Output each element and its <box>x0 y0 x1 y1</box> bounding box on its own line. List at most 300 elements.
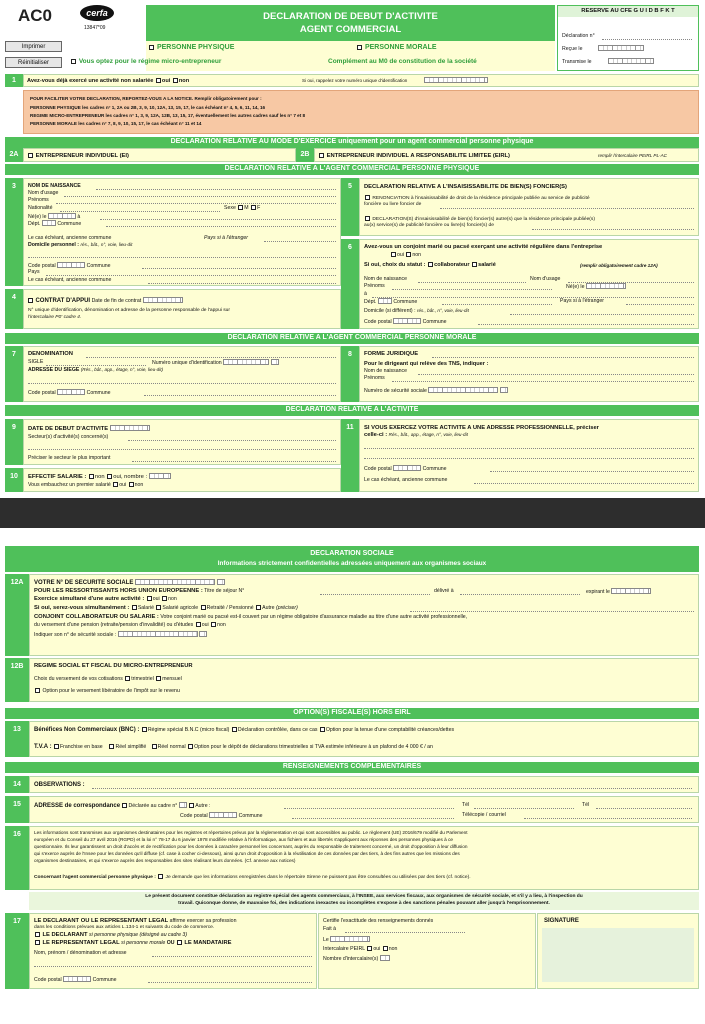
s17-nom: Nom, prénom / dénomination et adresse <box>34 950 127 956</box>
morale-checkbox[interactable] <box>357 45 362 50</box>
s15-cadre-field[interactable] <box>179 802 187 808</box>
option-morale[interactable] <box>356 45 437 52</box>
s8-forme: FORME JURIDIQUE <box>364 351 419 357</box>
s2b-label: ENTREPRENEUR INDIVIDUEL A RESPONSABILITE LIMITEE (EIRL) <box>326 153 510 159</box>
s12b-trimestriel: trimestriel <box>131 676 154 682</box>
s1-question-text: Avez-vous déjà exercé une activité non salariée <box>27 78 154 84</box>
band-renseignements: RENSEIGNEMENTS COMPLEMENTAIRES <box>5 762 699 773</box>
band-sociale-title: DECLARATION SOCIALE <box>310 550 394 557</box>
s15-tel: Tél <box>462 802 470 808</box>
s10-oui-checkbox[interactable] <box>107 474 112 479</box>
section-2a <box>23 148 296 162</box>
s6-oui: oui <box>397 252 404 258</box>
title-line-2: AGENT COMMERCIAL <box>299 24 402 35</box>
s12a-expiration-field[interactable] <box>611 588 651 594</box>
section-3 <box>23 178 341 286</box>
s15-commune: Commune <box>238 813 263 819</box>
section-15 <box>29 796 699 823</box>
section-5 <box>359 178 699 236</box>
s7-commune: Commune <box>86 390 111 396</box>
notice-box <box>23 90 699 134</box>
transmise-date-field[interactable] <box>608 58 654 64</box>
s7-cp-field[interactable] <box>57 389 85 395</box>
cerfa-logo: cerfa <box>80 5 114 21</box>
section-13-number: 13 <box>5 721 29 757</box>
s6-commune: Commune <box>393 299 418 305</box>
s3-pays-etranger: Pays si à l'étranger <box>204 235 248 241</box>
s15-autre: Autre : <box>195 803 211 809</box>
s17-signature: SIGNATURE <box>544 918 579 924</box>
s15-declaree-checkbox[interactable] <box>122 803 127 808</box>
s10-embauche-non-checkbox[interactable] <box>129 482 134 487</box>
s12a-salarie-agricole-checkbox[interactable] <box>156 605 161 610</box>
s12a-non-checkbox[interactable] <box>162 596 167 601</box>
s3-m-checkbox[interactable] <box>238 205 243 210</box>
section-6-number: 6 <box>341 239 359 329</box>
s12a-retraite: Retraité / Pensionné <box>206 605 254 611</box>
section-1 <box>23 74 699 87</box>
section-12a <box>29 574 699 656</box>
option-morale-label: PERSONNE MORALE <box>364 44 437 51</box>
s6-collaborateur-checkbox[interactable] <box>428 262 433 267</box>
s12b-title: REGIME SOCIAL ET FISCAL DU MICRO-ENTREPRENEUR <box>34 663 193 669</box>
s17-mandataire: LE MANDATAIRE <box>184 940 232 946</box>
s3-commune: Commune <box>57 221 82 227</box>
s10-nombre-field[interactable] <box>149 473 171 479</box>
section-17-number: 17 <box>5 913 29 989</box>
s13-franchise: Franchise en base <box>60 744 103 750</box>
reserve-title: RESERVE AU CFE G U I D B F K T <box>558 6 698 17</box>
s2b-checkbox[interactable] <box>319 153 324 158</box>
section-12b-number: 12B <box>5 658 29 702</box>
s6-salarie-checkbox[interactable] <box>472 262 477 267</box>
s3-domicile: Domicile personnel : <box>28 242 80 248</box>
s5-declaration-checkbox[interactable] <box>365 216 370 221</box>
s12a-salarie: Salarié <box>137 605 154 611</box>
band-personne-morale: DECLARATION RELATIVE A L'AGENT COMMERCIAL PERSONNE MORALE <box>5 333 699 344</box>
s10-oui-2: oui <box>119 482 127 488</box>
option-micro[interactable] <box>70 59 221 66</box>
s9-preciser: Préciser le secteur le plus important <box>28 455 111 461</box>
reserve-cfe-box <box>557 5 699 71</box>
s12a-titre-sejour: Titre de séjour N° <box>204 588 245 594</box>
s11-title: SI VOUS EXERCEZ VOTRE ACTIVITE A UNE ADRESSE PROFESSIONNELLE, préciser <box>364 425 599 431</box>
s12a-retraite-checkbox[interactable] <box>201 605 206 610</box>
s12a-simultane: Exercice simultané d'une autre activité : <box>34 596 145 602</box>
s12a-oui: oui <box>152 596 160 602</box>
s3-f-checkbox[interactable] <box>251 205 256 210</box>
s8-nom-naissance: Nom de naissance <box>364 368 407 374</box>
reserve-recue: Reçue le <box>562 46 583 52</box>
s4-date-field[interactable] <box>143 297 183 303</box>
section-17-declarant <box>29 913 317 989</box>
section-2a-number: 2A <box>5 148 23 162</box>
s5-declaration: DECLARATION(S) d'insaisissabilité de bien(s) foncier(s) autre(s) que la résidence principale publiée(s) <box>372 217 595 222</box>
section-11 <box>359 419 699 492</box>
s15-autre-checkbox[interactable] <box>189 803 194 808</box>
section-4-number: 4 <box>5 289 23 329</box>
s6-nom-naissance: Nom de naissance <box>364 276 407 282</box>
s2a-checkbox[interactable] <box>28 153 33 158</box>
s4-label: CONTRAT D'APPUI <box>35 298 91 304</box>
option-area <box>78 41 555 71</box>
s12a-delivre: délivré à <box>434 588 454 594</box>
s13-regime-special: Régime spécial B.N.C (micro fiscal) <box>147 727 230 733</box>
s12b-option: Option pour le versement libératoire de l'impôt sur le revenu <box>42 688 180 694</box>
s13-option-tenue-checkbox[interactable] <box>320 727 325 732</box>
section-2b-number: 2B <box>296 148 314 162</box>
s3-dept: Dépt. <box>28 221 41 227</box>
page-2 <box>0 528 705 1024</box>
section-7 <box>23 346 341 402</box>
s12a-expirant: expirant le <box>586 589 610 595</box>
section-6 <box>359 239 699 329</box>
s17-mandataire-checkbox[interactable] <box>177 940 182 945</box>
section-3-number: 3 <box>5 178 23 286</box>
section-16-number: 16 <box>5 826 29 890</box>
s6-dept: Dépt. <box>364 299 377 305</box>
s9-date-field[interactable] <box>110 425 150 431</box>
s15-adresse: ADRESSE de correspondance <box>34 803 121 809</box>
s11-hint: Rés., bât., app., étage, n°, voie, lieu-dit <box>388 432 468 437</box>
s3-code-postal: Code postal <box>28 263 56 269</box>
s17-si-physique: si personne physique (désigné au cadre 3) <box>89 932 188 938</box>
section-14 <box>29 776 699 793</box>
s10-embauchez: Vous embauchez un premier salarié <box>28 482 111 488</box>
s3-ancienne-commune-2: Le cas échéant, ancienne commune <box>28 277 112 283</box>
s3-nationalite: Nationalité <box>28 205 53 211</box>
s1-id-field[interactable] <box>424 77 488 83</box>
cerfa-number: 13847*09 <box>84 25 106 31</box>
s17-certifie: Certifie l'exactitude des renseignements donnés <box>323 918 434 924</box>
s17-date-field[interactable] <box>330 936 370 942</box>
s15-telecopie: Télécopie / courriel <box>462 812 506 818</box>
s10-non-checkbox[interactable] <box>89 474 94 479</box>
s12a-non-2: non <box>217 622 226 628</box>
s16-line-4: qui s'exerce auprès de l'Insee pour les données qu'il diffuse (cf. case à cocher ci-dessous), ainsi qu'un droit d'opposition à la réutilisation de ces données par des tiers, à des fins autres que les missions des <box>34 851 460 856</box>
s17-commune: Commune <box>92 977 117 983</box>
section-16 <box>29 826 699 890</box>
section-15-number: 15 <box>5 796 29 823</box>
s3-ancienne-commune: Le cas échéant, ancienne commune <box>28 235 112 241</box>
print-button[interactable]: Imprimer <box>5 41 62 52</box>
s16-line-3: questionnaire. Ils leur garantissent un droit d'accès et de rectification pour les données à caractère personnel les concernant, auprès du responsable de traitement concerné, un droit d'opposition à leur diffusion <box>34 844 468 849</box>
band-personne-physique: DECLARATION RELATIVE A L'AGENT COMMERCIAL PERSONNE PHYSIQUE <box>5 164 699 175</box>
s16-line-5: organismes destinataires, et qui s'exerce auprès des responsables des sites réalisant leurs données. (Cf. annexe aux notices) <box>34 858 296 863</box>
s1-oui-checkbox[interactable] <box>156 78 161 83</box>
s11-commune: Commune <box>422 466 447 472</box>
band-mode-exercice: DECLARATION RELATIVE AU MODE D'EXERCICE uniquement pour un agent commercial personne physique <box>5 137 699 148</box>
s12a-ressortissants: POUR LES RESSORTISSANTS HORS UNION EUROPEENNE : <box>34 588 203 594</box>
s10-non: non <box>94 474 105 480</box>
s8-secu-field[interactable] <box>428 387 498 393</box>
s10-effectif: EFFECTIF SALARIE : <box>28 474 87 480</box>
s12a-conjoint-secu-field[interactable] <box>118 631 198 637</box>
s6-oui-checkbox[interactable] <box>391 252 396 257</box>
section-12a-number: 12A <box>5 574 29 656</box>
section-8 <box>359 346 699 402</box>
s7-numero-unique: Numéro unique d'identification <box>152 360 222 366</box>
s6-nom-usage: Nom d'usage <box>530 276 561 282</box>
s12b-trimestriel-checkbox[interactable] <box>125 676 130 681</box>
s1-si-oui: Si oui, rappelez votre numéro unique d'identification <box>302 78 408 83</box>
s10-non-2: non <box>134 482 144 488</box>
section-11-number: 11 <box>341 419 359 492</box>
warning-line-1: Le présent document constitue déclaration au registre spécial des agents commerciaux, à l'INSEE, aux services fiscaux, aux organismes de sécurité sociale, et s'il y a lieu, à l'inspection du <box>145 894 583 899</box>
s3-sexe: Sexe <box>224 205 236 211</box>
reserve-transmise: Transmise le <box>562 59 592 65</box>
s17-fait-a: Fait à <box>323 926 336 932</box>
s12b-option-checkbox[interactable] <box>35 688 40 693</box>
s1-non-label: non <box>178 78 190 84</box>
title-line-1: DECLARATION DE DEBUT D'ACTIVITE <box>263 11 438 22</box>
s8-secu-key-field[interactable] <box>500 387 508 393</box>
section-14-number: 14 <box>5 776 29 793</box>
s3-prenoms: Prénoms <box>28 197 49 203</box>
section-1-number: 1 <box>5 74 23 87</box>
s13-regime-special-checkbox[interactable] <box>142 727 147 732</box>
s17-peirl-oui-checkbox[interactable] <box>367 946 372 951</box>
s1-question <box>27 78 189 85</box>
s17-si-morale: si personne morale <box>121 940 166 946</box>
s13-option-depot: Option pour le dépôt de déclarations trimestrielles si TVA estimée inférieure à un plafond de 4 000 € / an <box>194 744 433 750</box>
s11-celle: celle-ci : <box>364 432 388 438</box>
s5-renonciation-2: foncière ou livre foncier de <box>364 202 422 207</box>
band-declaration-sociale <box>5 546 699 572</box>
s1-oui-label: oui <box>161 78 171 84</box>
s12a-oui-checkbox[interactable] <box>147 596 152 601</box>
s10-embauche-oui-checkbox[interactable] <box>113 482 118 487</box>
warning-line-2: travail. Quiconque donne, de mauvaise foi, des indications inexactes ou incomplètes s'expose à des sanctions pénales pouvant aller jusqu'à l'emprisonnement. <box>178 901 550 906</box>
s7-id-key-field[interactable] <box>271 359 279 365</box>
s9-secteurs: Secteur(s) d'activité(s) concerné(s) <box>28 434 109 440</box>
s17-cp-field[interactable] <box>63 976 91 982</box>
band-activite: DECLARATION RELATIVE A L'ACTIVITE <box>5 405 699 416</box>
s12a-conjoint-text-2: du versement d'une pension (retraite/pension d'invalidité) ou d'études <box>34 622 194 628</box>
s13-declaration-controlee-checkbox[interactable] <box>232 727 237 732</box>
s17-ou: OU <box>166 940 175 946</box>
s3-birthdate-field[interactable] <box>48 213 76 219</box>
s12a-secu-key-field[interactable] <box>217 579 225 585</box>
s5-renonciation-checkbox[interactable] <box>365 195 370 200</box>
s3-nom-usage: Nom d'usage <box>28 190 59 196</box>
s12a-conjoint-secu-key-field[interactable] <box>199 631 207 637</box>
s7-adresse-siege: ADRESSE DU SIEGE <box>28 367 80 373</box>
s4-checkbox[interactable] <box>28 298 33 303</box>
micro-checkbox[interactable] <box>71 59 76 64</box>
s12a-indiquer: Indiquer son n° de sécurité sociale : <box>34 632 117 638</box>
s17-declarant-checkbox[interactable] <box>35 932 40 937</box>
s6-domicile: Domicile (si différent) : <box>364 308 416 314</box>
title-banner <box>146 5 555 41</box>
s3-dept-field[interactable] <box>42 220 56 226</box>
section-9 <box>23 419 341 465</box>
s13-bnc: Bénéfices Non Commerciaux (BNC) : <box>34 727 140 733</box>
s8-secu: Numéro de sécurité sociale <box>364 388 427 394</box>
s13-reel-normal: Réel normal <box>157 744 186 750</box>
reset-button[interactable]: Réinitialiser <box>5 57 62 68</box>
s3-nom-naissance: NOM DE NAISSANCE <box>28 183 81 189</box>
s5-declaration-2: au(x) service(s) de publicité foncière ou livre(s) foncier(s) de <box>364 223 494 228</box>
s7-denomination: DENOMINATION <box>28 351 73 357</box>
page-separator <box>0 498 705 528</box>
s3-ne-le: Né(e) le <box>28 214 47 220</box>
s6-remplir: (remplir obligatoirement cadre 12A) <box>580 263 658 268</box>
s5-title: DECLARATION RELATIVE A L'INSAISISSABILITE DE BIEN(S) FONCIER(S) <box>364 184 567 190</box>
notice-line-3: REGIME MICRO-ENTREPRENEUR les cadres n° 1, 3, 9, 12A, 12B, 13, 15, 17, éventuellement les autres cadres sauf les n° 7 et 8 <box>30 113 306 118</box>
reserve-declaration: Déclaration n° <box>562 33 595 39</box>
s12a-salarie-agricole: Salarié agricole <box>162 605 199 611</box>
s12a-conjoint: CONJOINT COLLABORATEUR OU SALARIE : <box>34 614 159 620</box>
s12b-choix: Choix du versement de vos cotisations <box>34 676 123 682</box>
s8-prenoms: Prénoms <box>364 375 385 381</box>
s5-renonciation: RENONCIATION à l'insaisissabilité de droit de la résidence principale publiée au service de publicité <box>372 196 590 201</box>
s15-tel-2: Tél <box>582 802 590 808</box>
section-9-number: 9 <box>5 419 23 465</box>
s16-line-2: européen et du Conseil du 27 avril 2016 (RGPD) et la loi n° 78-17 du 6 janvier 1978 modifiée relative à l'informatique, aux fichiers et aux libertés s'appliquent aux réponses des personnes physiques à ce <box>34 837 454 842</box>
section-17-signature <box>537 913 699 989</box>
s17-oui: oui <box>373 946 381 952</box>
band-options-fiscales: OPTION(S) FISCALE(S) HORS EIRL <box>5 708 699 719</box>
s7-sigle: SIGLE <box>28 359 44 365</box>
s17-peirl-non-checkbox[interactable] <box>383 946 388 951</box>
s12a-oui-2: oui <box>201 622 209 628</box>
s3-pays: Pays <box>28 269 40 275</box>
s12a-salarie-checkbox[interactable] <box>132 605 137 610</box>
s13-option-tenue: Option pour la tenue d'une comptabilité créances/dettes <box>325 727 455 733</box>
s12a-secu-field[interactable] <box>135 579 215 585</box>
option-micro-label: Vous optez pour le régime micro-entrepreneur <box>78 58 222 65</box>
section-10 <box>23 468 341 492</box>
s6-question: Avez-vous un conjoint marié ou pacsé exerçant une activité régulière dans l'entreprise <box>364 244 603 250</box>
s14-observations: OBSERVATIONS : <box>34 782 85 788</box>
s6-collaborateur: collaborateur <box>434 262 470 268</box>
section-12b <box>29 658 699 702</box>
physique-checkbox[interactable] <box>149 45 154 50</box>
complement-m0: Complément au M0 de constitution de la société <box>328 58 477 65</box>
s13-option-depot-checkbox[interactable] <box>188 744 193 749</box>
s12a-conjoint-text: Votre conjoint marié ou pacsé est-il couvert par un régime obligatoire d'assurance maladie au titre d'une autre activité professionnelle, <box>160 614 468 620</box>
legal-warning <box>29 892 699 910</box>
s12a-non: non <box>168 596 177 602</box>
section-5-number: 5 <box>341 178 359 236</box>
s12a-autre: Autre <box>262 605 275 611</box>
s12a-preciser: (préciser) <box>275 605 298 611</box>
s16-concernant: Concernant l'agent commercial personne physique : <box>34 875 156 880</box>
s6-salarie: salarié <box>478 262 496 268</box>
s10-oui: oui, nombre : <box>113 474 148 480</box>
s11-code-postal: Code postal <box>364 466 392 472</box>
s3-a: à <box>77 214 81 220</box>
section-13 <box>29 721 699 757</box>
s15-declaree: Déclarée au cadre n° <box>128 803 178 809</box>
s4-date-fin: Date de fin de contrat <box>91 298 142 304</box>
s17-le: Le <box>323 937 329 943</box>
s4-note: l'intercalaire P0' cadre 4. <box>28 315 82 320</box>
s2b-note: remplir l'intercalaire PEIRL PL-AC <box>598 153 667 158</box>
section-8-number: 8 <box>341 346 359 402</box>
s6-pays: Pays si à l'étranger <box>560 298 604 304</box>
s16-sirene-checkbox[interactable] <box>158 874 163 879</box>
s13-declaration-controlee: Déclaration contrôlée, dans ce cas <box>237 727 318 733</box>
s12a-autre-checkbox[interactable] <box>256 605 261 610</box>
section-2b <box>314 148 699 162</box>
s6-a: à <box>364 291 367 297</box>
s17-representant-checkbox[interactable] <box>35 940 40 945</box>
s3-f: F <box>257 205 261 211</box>
s6-domicile-hint: rés., bât., n°, voie, lieu-dit <box>416 308 469 313</box>
s6-code-postal: Code postal <box>364 319 392 325</box>
s12b-mensuel-checkbox[interactable] <box>156 676 161 681</box>
s4-text: N° unique d'identification, dénomination et adresse de la personne responsable de l'appui sur <box>28 308 231 313</box>
s9-date-debut: DATE DE DEBUT D'ACTIVITE <box>28 426 109 432</box>
s2a-label: ENTREPRENEUR INDIVIDUEL (EI) <box>35 153 129 159</box>
s1-non-checkbox[interactable] <box>173 78 178 83</box>
s3-commune-2: Commune <box>86 263 111 269</box>
page-1 <box>0 0 705 497</box>
s12a-secu: VOTRE N° DE SECURITE SOCIALE <box>34 580 134 586</box>
s17-nombre-field[interactable] <box>380 955 390 961</box>
notice-line-2: PERSONNE PHYSIQUE les cadres n° 1, 2A ou 2B, 3, 9, 10, 12A, 13, 15, 17, le cas échéant n° 4, 5, 6, 11, 14, 16 <box>30 105 266 110</box>
s6-ne-le: Né(e) le <box>566 284 585 290</box>
s6-cp-field[interactable] <box>393 318 421 324</box>
option-physique[interactable] <box>148 45 234 52</box>
s11-cp-field[interactable] <box>393 465 421 471</box>
recue-date-field[interactable] <box>598 45 644 51</box>
s12a-conjoint-non-checkbox[interactable] <box>211 622 216 627</box>
s17-nombre: Nombre d'intercalaire(s) <box>323 956 379 962</box>
s13-reel-simplifie-checkbox[interactable] <box>109 744 114 749</box>
section-7-number: 7 <box>5 346 23 402</box>
s15-cp-field[interactable] <box>209 812 237 818</box>
s12a-conjoint-oui-checkbox[interactable] <box>196 622 201 627</box>
s13-tva: T.V.A : <box>34 744 52 750</box>
s3-cp-field[interactable] <box>57 262 85 268</box>
s8-dirigeant: Pour le dirigeant qui relève des TNS, indiquer : <box>364 361 489 367</box>
s17-conditions: dans les conditions prévues aux articles L.134-1 et suivants du code de commerce. <box>34 925 215 930</box>
s7-id-field[interactable] <box>223 359 269 365</box>
s13-reel-simplifie: Réel simplifié <box>115 744 147 750</box>
section-17-certification <box>318 913 536 989</box>
section-4 <box>23 289 341 329</box>
s3-domicile-hint: rés., bât., n°, voie, lieu-dit <box>80 242 133 247</box>
signature-area[interactable] <box>542 928 694 982</box>
s17-non: non <box>388 946 398 952</box>
s6-non-checkbox[interactable] <box>406 252 411 257</box>
s7-code-postal: Code postal <box>28 390 56 396</box>
s17-title: LE DECLARANT OU LE REPRESENTANT LEGAL <box>34 918 169 924</box>
s12a-si-oui: Si oui, serez-vous simultanément : <box>34 605 130 611</box>
s16-demande: Je demande que les informations enregistrées dans le répertoire Sirene ne puissent pas être consultées ou utilisées par des tiers (cf. notice). <box>165 875 471 880</box>
s16-line-1: Les informations sont transmises aux organismes destinataires pour les registres et répertoires prévus par la réglementation et qui sont accessibles au public. Le règlement (UE) 2016/679 modifié du Parlement <box>34 830 468 835</box>
notice-line-4: PERSONNE MORALE les cadres n° 7, 8, 9, 10, 15, 17, le cas échéant n° 11 et 14 <box>30 121 202 126</box>
s17-declarant: LE DECLARANT <box>42 932 88 938</box>
s13-reel-normal-checkbox[interactable] <box>152 744 157 749</box>
s12b-mensuel: mensuel <box>162 676 182 682</box>
notice-line-1: POUR FACILITER VOTRE DECLARATION, REPORTEZ-VOUS A LA NOTICE. Remplir obligatoirement pour : <box>30 96 262 101</box>
s6-statut: Si oui, choix du statut : <box>364 262 426 268</box>
s3-m: M <box>244 205 249 211</box>
s6-non: non <box>412 252 422 258</box>
s6-dept-field[interactable] <box>378 298 392 304</box>
section-10-number: 10 <box>5 468 23 492</box>
s6-prenoms: Prénoms <box>364 283 385 289</box>
s17-representant: LE REPRESENTANT LEGAL <box>42 940 120 946</box>
form-code: AC0 <box>18 6 53 25</box>
s6-birthdate-field[interactable] <box>586 283 626 289</box>
s15-code-postal: Code postal <box>180 813 208 819</box>
s13-franchise-checkbox[interactable] <box>54 744 59 749</box>
